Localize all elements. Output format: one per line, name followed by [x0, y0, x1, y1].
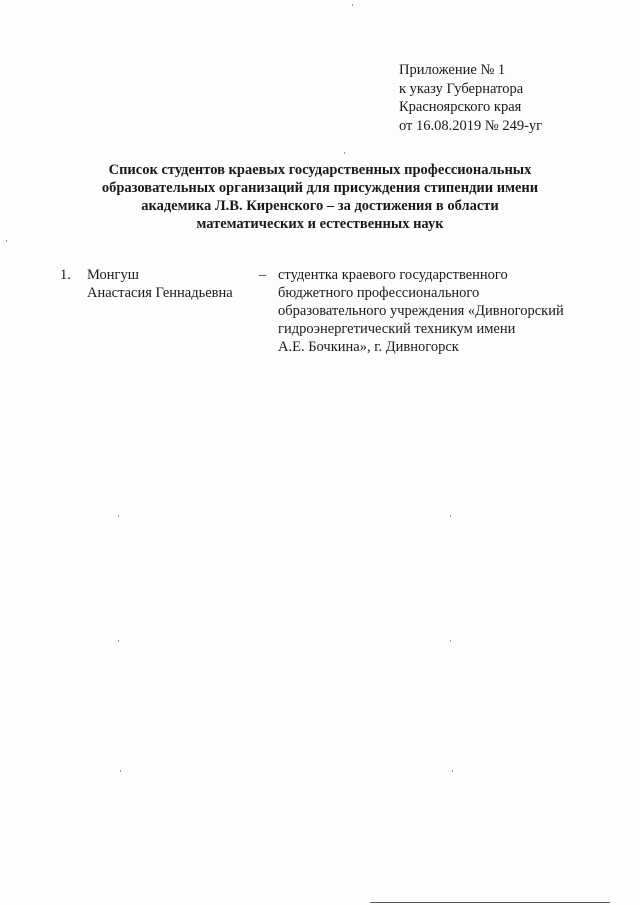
appendix-line: от 16.08.2019 № 249-уг	[399, 117, 543, 134]
student-surname: Монгуш	[87, 267, 139, 283]
scan-speck	[118, 640, 119, 642]
appendix-header	[399, 61, 542, 135]
scan-speck	[118, 515, 119, 517]
scan-speck	[120, 770, 121, 772]
student-name	[87, 266, 233, 302]
description-line: бюджетного профессионального	[278, 285, 480, 301]
scan-speck	[452, 770, 453, 772]
scan-speck	[450, 640, 451, 642]
scan-edge-line	[370, 902, 610, 903]
description-line: А.Е. Бочкина», г. Дивногорск	[278, 339, 459, 355]
student-description	[278, 266, 564, 356]
entry-number: 1.	[60, 267, 71, 283]
scan-speck	[450, 515, 451, 517]
scan-speck	[352, 4, 353, 6]
title-line: образовательных организаций для присуждения стипендии имени	[101, 180, 539, 196]
scan-speck	[6, 240, 7, 242]
entry-dash: –	[259, 267, 267, 283]
description-line: студентка краевого государственного	[278, 267, 508, 283]
description-line: гидроэнергетический техникум имени	[278, 321, 516, 337]
description-line: образовательного учреждения «Дивногорский	[278, 303, 564, 319]
appendix-line: к указу Губернатора	[399, 80, 524, 97]
document-title	[70, 161, 570, 233]
title-line: Список студентов краевых государственных профессиональных	[108, 162, 532, 178]
appendix-line: Красноярского края	[399, 99, 522, 115]
scan-speck	[344, 152, 345, 154]
title-line: математических и естественных наук	[196, 216, 444, 232]
student-given-names: Анастасия Геннадьевна	[87, 285, 233, 301]
appendix-line: Приложение № 1	[399, 62, 506, 78]
title-line: академика Л.В. Киренского – за достижения в области	[141, 198, 499, 214]
